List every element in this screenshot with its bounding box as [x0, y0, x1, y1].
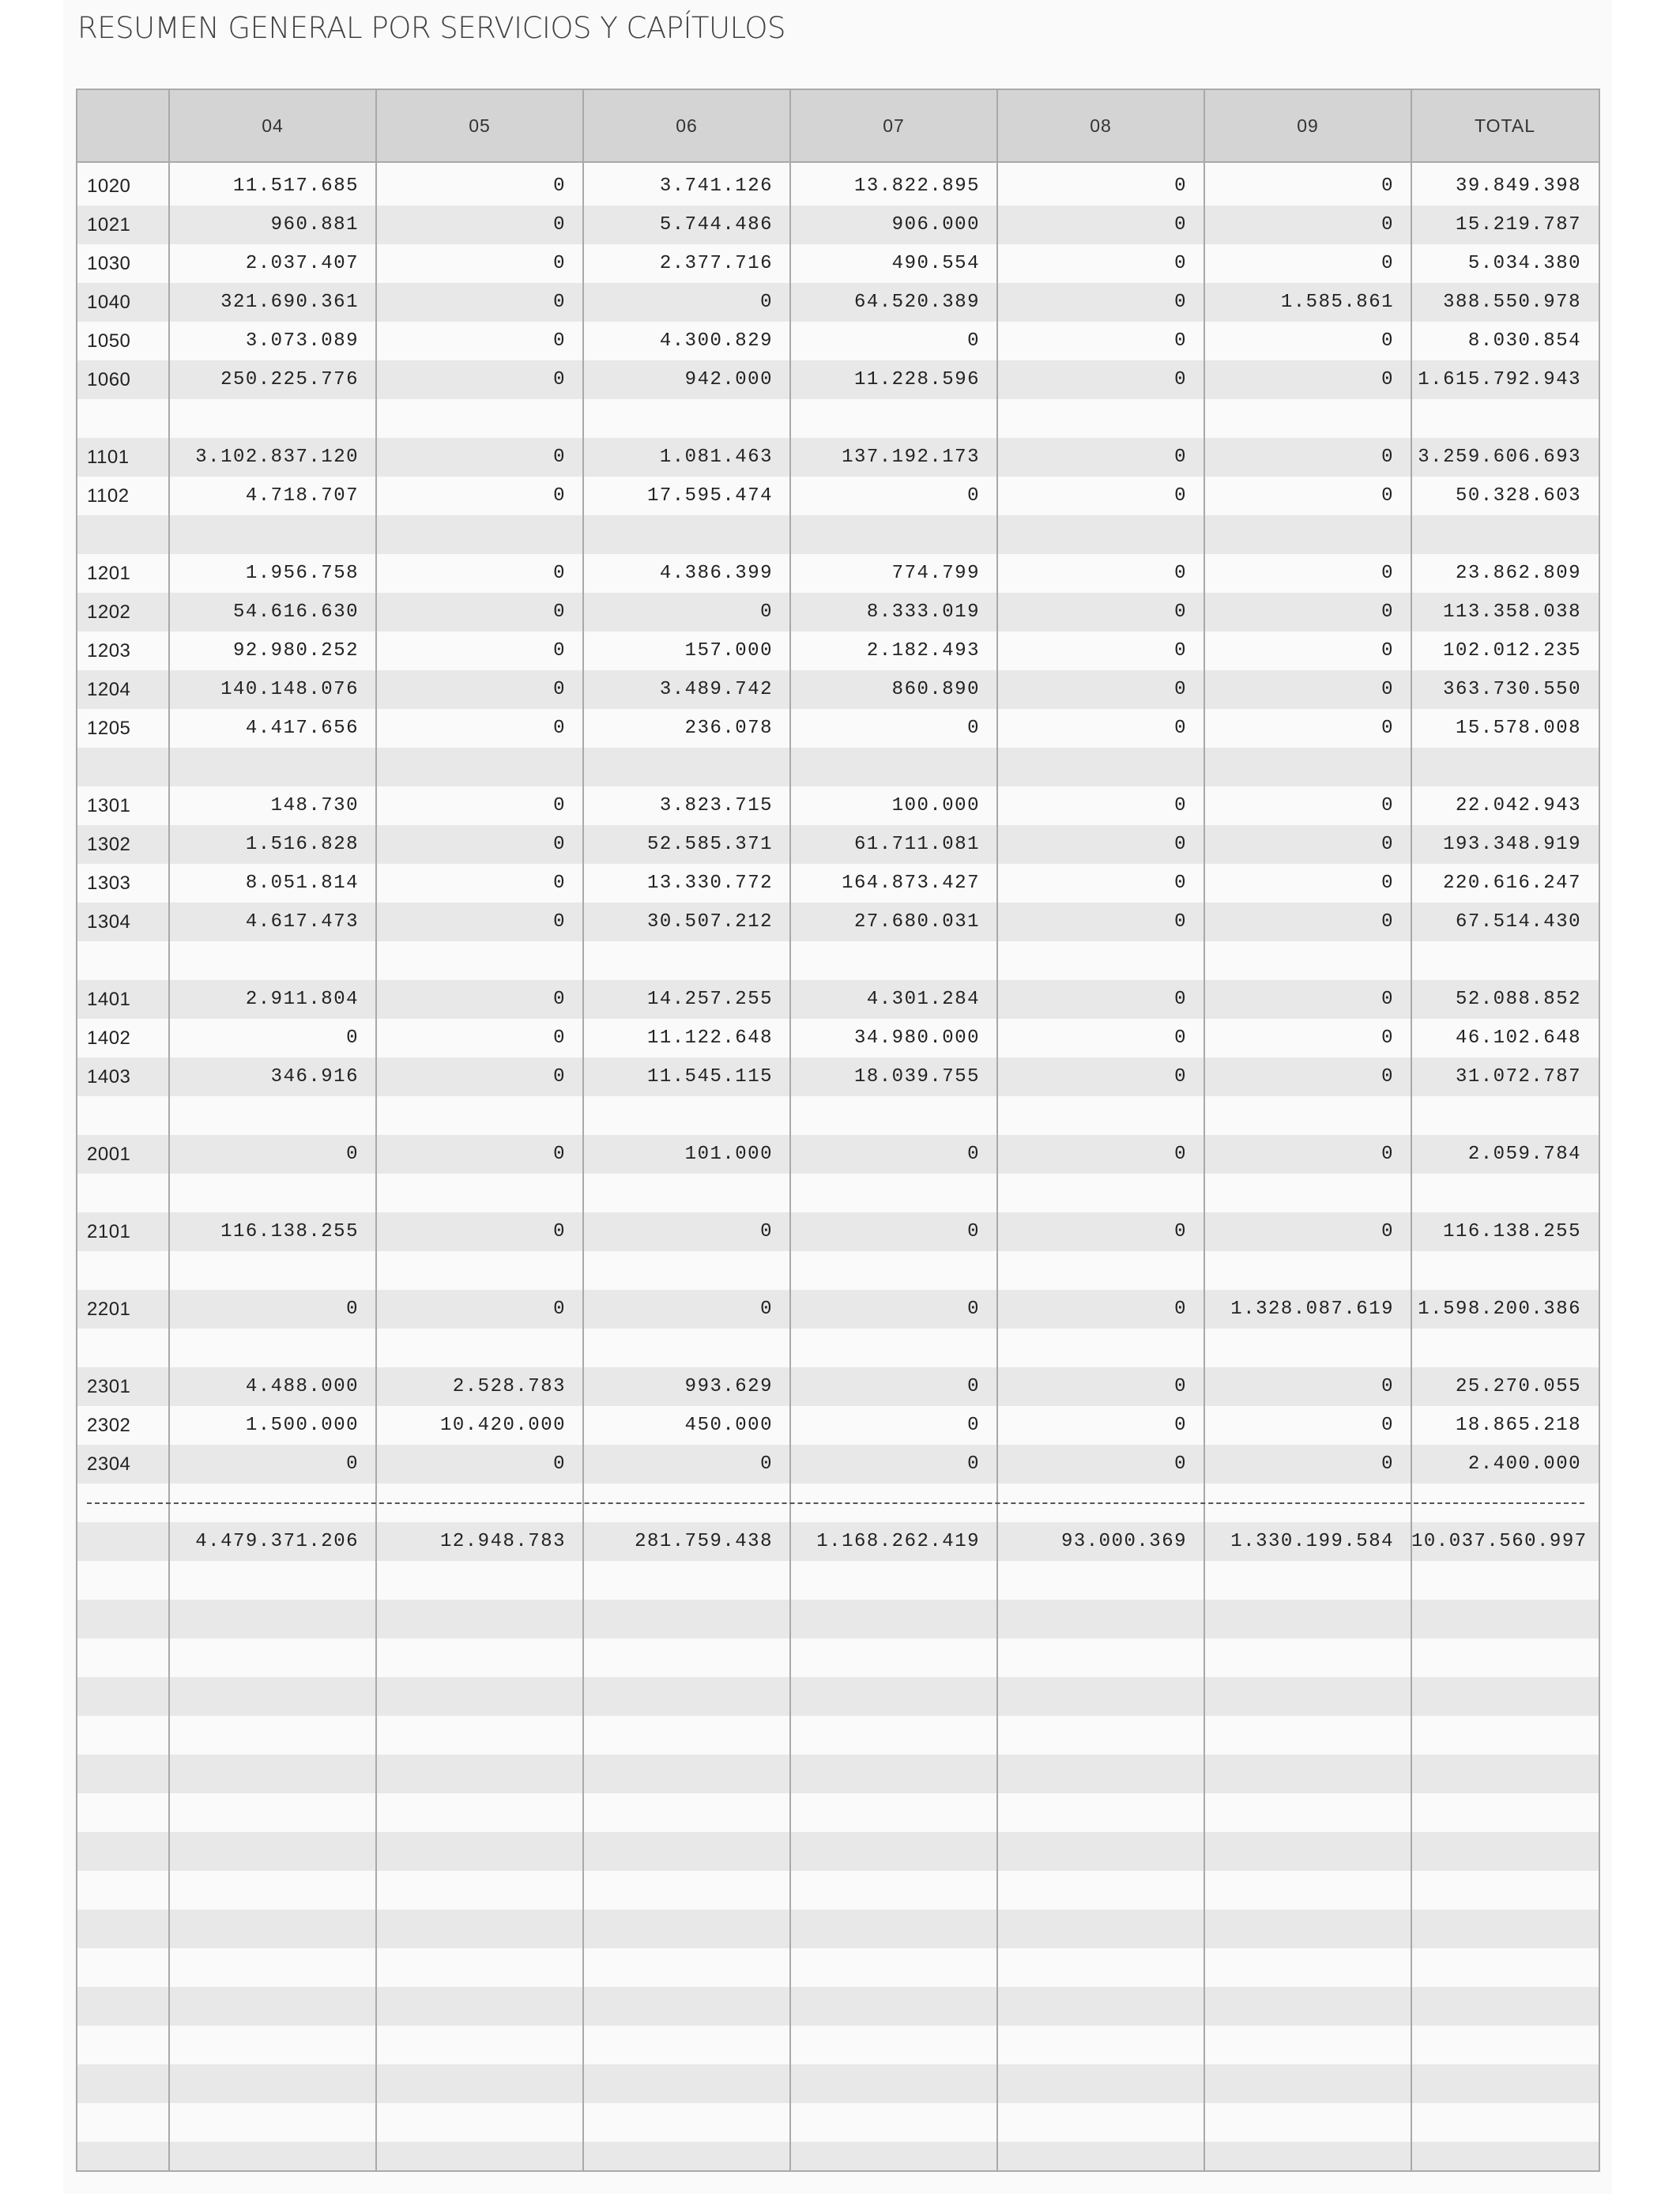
table-cell: 0: [967, 1221, 980, 1242]
table-cell: 0: [1381, 834, 1394, 855]
table-cell: 0: [1174, 601, 1187, 623]
table-cell: 0: [1381, 640, 1394, 662]
table-cell: 0: [346, 1027, 359, 1049]
column-header-07: 07: [883, 115, 905, 136]
table-cell: 0: [553, 1221, 566, 1242]
table-cell: 0: [1381, 175, 1394, 197]
table-stripe: [77, 941, 1599, 980]
table-cell: 113.358.038: [1443, 601, 1581, 623]
table-cell: 15.578.008: [1455, 718, 1581, 739]
table-cell: 0: [1381, 1221, 1394, 1242]
table-cell: 0: [553, 485, 566, 507]
table-cell: 67.514.430: [1455, 911, 1581, 933]
table-cell: 0: [967, 485, 980, 507]
table-cell: 0: [553, 1299, 566, 1320]
table-cell: 960.881: [270, 214, 359, 236]
table-cell: 0: [967, 1376, 980, 1397]
table-cell: 0: [1174, 253, 1187, 274]
table-stripe: [77, 1174, 1599, 1212]
table-cell: 0: [1381, 911, 1394, 933]
row-code: 1402: [87, 1027, 131, 1049]
table-cell: 0: [1174, 369, 1187, 390]
column-divider: [375, 90, 377, 2170]
table-cell: 52.585.371: [646, 834, 773, 855]
table-cell: 0: [553, 601, 566, 623]
summary-table: [76, 89, 1600, 2172]
table-cell: 0: [1174, 485, 1187, 507]
table-cell: 942.000: [684, 369, 773, 390]
table-cell: 11.545.115: [646, 1066, 773, 1088]
table-stripe: [77, 2026, 1599, 2064]
column-header-code: [77, 90, 169, 161]
table-cell: 0: [760, 601, 773, 623]
table-cell: 100.000: [891, 795, 980, 816]
table-cell: 0: [1381, 989, 1394, 1010]
table-cell: 11.228.596: [853, 369, 980, 390]
table-cell: 39.849.398: [1455, 175, 1581, 197]
table-cell: 30.507.212: [646, 911, 773, 933]
table-cell: 4.417.656: [245, 718, 359, 739]
table-stripe: [77, 2103, 1599, 2142]
table-stripe: [77, 1755, 1599, 1793]
table-cell: 0: [1174, 330, 1187, 352]
table-cell: 0: [1381, 1066, 1394, 1088]
table-cell: 1.956.758: [245, 563, 359, 584]
table-cell: 0: [1381, 795, 1394, 816]
table-cell: 0: [1174, 175, 1187, 197]
table-cell: 157.000: [684, 640, 773, 662]
table-cell: 5.034.380: [1467, 253, 1581, 274]
row-code: 1203: [87, 640, 131, 662]
table-cell: 13.330.772: [646, 873, 773, 894]
row-code: 1403: [87, 1066, 131, 1088]
row-code: 1050: [87, 330, 131, 352]
table-stripe: [77, 1561, 1599, 1600]
column-divider: [168, 90, 170, 2170]
table-cell: 0: [1381, 1376, 1394, 1397]
table-cell: 0: [553, 214, 566, 236]
table-stripe: [77, 1832, 1599, 1871]
table-cell: 993.629: [684, 1376, 773, 1397]
table-cell: 220.616.247: [1443, 873, 1581, 894]
table-cell: 0: [1174, 214, 1187, 236]
row-code: 1302: [87, 834, 131, 855]
table-cell: 1.330.199.584: [1230, 1531, 1394, 1552]
table-cell: 1.081.463: [659, 447, 773, 468]
table-cell: 4.386.399: [659, 563, 773, 584]
table-cell: 0: [1381, 1453, 1394, 1475]
table-stripe: [77, 1909, 1599, 1948]
table-cell: 0: [1174, 1415, 1187, 1436]
table-cell: 93.000.369: [1060, 1531, 1187, 1552]
table-cell: 4.479.371.206: [195, 1531, 359, 1552]
table-cell: 0: [553, 253, 566, 274]
table-cell: 0: [1381, 679, 1394, 700]
table-cell: 4.617.473: [245, 911, 359, 933]
table-cell: 0: [553, 563, 566, 584]
table-cell: 2.377.716: [659, 253, 773, 274]
page-title: RESUMEN GENERAL POR SERVICIOS Y CAPÍTULOS: [77, 11, 786, 45]
table-cell: 1.585.861: [1280, 292, 1394, 313]
table-cell: 0: [1174, 795, 1187, 816]
table-cell: 4.300.829: [659, 330, 773, 352]
table-cell: 54.616.630: [232, 601, 359, 623]
table-cell: 10.037.560.997: [1411, 1531, 1588, 1552]
table-cell: 0: [553, 911, 566, 933]
table-cell: 2.037.407: [245, 253, 359, 274]
row-code: 1060: [87, 369, 131, 390]
table-cell: 0: [553, 795, 566, 816]
column-divider: [996, 90, 998, 2170]
table-cell: 321.690.361: [220, 292, 359, 313]
table-cell: 1.615.792.943: [1418, 369, 1581, 390]
row-code: 1401: [87, 989, 131, 1010]
table-cell: 0: [1381, 1027, 1394, 1049]
table-cell: 0: [553, 369, 566, 390]
table-cell: 0: [967, 330, 980, 352]
table-cell: 250.225.776: [220, 369, 359, 390]
table-cell: 116.138.255: [220, 1221, 359, 1242]
table-cell: 0: [346, 1144, 359, 1165]
table-cell: 388.550.978: [1443, 292, 1581, 313]
table-cell: 0: [967, 1299, 980, 1320]
table-stripe: [77, 1716, 1599, 1755]
table-cell: 0: [553, 834, 566, 855]
table-cell: 0: [346, 1453, 359, 1475]
table-cell: 140.148.076: [220, 679, 359, 700]
table-cell: 0: [1174, 911, 1187, 933]
table-cell: 137.192.173: [842, 447, 980, 468]
table-cell: 0: [1174, 1299, 1187, 1320]
table-cell: 0: [1174, 679, 1187, 700]
table-cell: 0: [553, 1144, 566, 1165]
table-cell: 17.595.474: [646, 485, 773, 507]
table-cell: 1.516.828: [245, 834, 359, 855]
table-cell: 64.520.389: [853, 292, 980, 313]
row-code: 2001: [87, 1144, 131, 1165]
table-stripe: [77, 1948, 1599, 1987]
table-cell: 8.030.854: [1467, 330, 1581, 352]
row-code: 1021: [87, 214, 131, 236]
total-separator-line: [87, 1502, 1584, 1504]
table-cell: 14.257.255: [646, 989, 773, 1010]
table-cell: 2.528.783: [452, 1376, 566, 1397]
column-divider: [582, 90, 584, 2170]
table-cell: 11.517.685: [232, 175, 359, 197]
table-cell: 31.072.787: [1455, 1066, 1581, 1088]
table-cell: 0: [760, 1299, 773, 1320]
table-cell: 2.182.493: [866, 640, 980, 662]
table-cell: 0: [1174, 1453, 1187, 1475]
table-cell: 18.039.755: [853, 1066, 980, 1088]
table-cell: 25.270.055: [1455, 1376, 1581, 1397]
table-cell: 346.916: [270, 1066, 359, 1088]
table-cell: 0: [1174, 873, 1187, 894]
row-code: 1202: [87, 601, 131, 623]
table-stripe: [77, 399, 1599, 438]
table-cell: 27.680.031: [853, 911, 980, 933]
table-cell: 0: [1174, 1376, 1187, 1397]
row-code: 2101: [87, 1221, 131, 1242]
table-cell: 0: [553, 679, 566, 700]
table-cell: 0: [1174, 1144, 1187, 1165]
table-cell: 281.759.438: [635, 1531, 773, 1552]
table-cell: 0: [553, 1027, 566, 1049]
table-cell: 102.012.235: [1443, 640, 1581, 662]
table-cell: 3.102.837.120: [195, 447, 359, 468]
table-cell: 0: [1381, 563, 1394, 584]
column-header-09: 09: [1297, 115, 1319, 136]
table-stripe: [77, 2142, 1599, 2172]
table-cell: 0: [1174, 718, 1187, 739]
table-stripe: [77, 515, 1599, 554]
table-cell: 0: [1381, 718, 1394, 739]
table-cell: 0: [553, 175, 566, 197]
row-code: 1030: [87, 253, 131, 274]
table-cell: 23.862.809: [1455, 563, 1581, 584]
table-cell: 0: [967, 1453, 980, 1475]
table-stripe: [77, 1793, 1599, 1832]
table-cell: 0: [1174, 563, 1187, 584]
table-cell: 0: [1381, 873, 1394, 894]
column-divider: [1411, 90, 1412, 2170]
table-cell: 4.488.000: [245, 1376, 359, 1397]
table-cell: 0: [1381, 369, 1394, 390]
column-header-04: 04: [262, 115, 284, 136]
table-cell: 0: [553, 330, 566, 352]
table-cell: 774.799: [891, 563, 980, 584]
row-code: 1201: [87, 563, 131, 584]
table-cell: 0: [1174, 989, 1187, 1010]
table-cell: 0: [967, 1415, 980, 1436]
table-cell: 1.500.000: [245, 1415, 359, 1436]
table-cell: 450.000: [684, 1415, 773, 1436]
row-code: 2301: [87, 1376, 131, 1397]
table-cell: 0: [1174, 1066, 1187, 1088]
table-cell: 906.000: [891, 214, 980, 236]
column-header-05: 05: [469, 115, 491, 136]
table-cell: 0: [1381, 1144, 1394, 1165]
table-cell: 10.420.000: [439, 1415, 566, 1436]
table-cell: 2.911.804: [245, 989, 359, 1010]
column-divider: [1203, 90, 1205, 2170]
table-cell: 0: [1381, 330, 1394, 352]
table-cell: 0: [760, 292, 773, 313]
table-stripe: [77, 1251, 1599, 1290]
table-cell: 61.711.081: [853, 834, 980, 855]
table-cell: 0: [553, 1453, 566, 1475]
table-cell: 52.088.852: [1455, 989, 1581, 1010]
table-cell: 22.042.943: [1455, 795, 1581, 816]
table-cell: 11.122.648: [646, 1027, 773, 1049]
table-cell: 148.730: [270, 795, 359, 816]
table-cell: 0: [1174, 1027, 1187, 1049]
row-code: 2304: [87, 1453, 131, 1475]
column-header-08: 08: [1090, 115, 1112, 136]
table-cell: 0: [553, 1066, 566, 1088]
column-divider: [789, 90, 791, 2170]
table-cell: 193.348.919: [1443, 834, 1581, 855]
table-cell: 116.138.255: [1443, 1221, 1581, 1242]
table-cell: 164.873.427: [842, 873, 980, 894]
table-cell: 2.059.784: [1467, 1144, 1581, 1165]
table-cell: 0: [760, 1221, 773, 1242]
table-cell: 0: [967, 1144, 980, 1165]
table-cell: 92.980.252: [232, 640, 359, 662]
table-cell: 46.102.648: [1455, 1027, 1581, 1049]
row-code: 2201: [87, 1299, 131, 1320]
table-cell: 0: [1174, 834, 1187, 855]
table-cell: 4.718.707: [245, 485, 359, 507]
table-cell: 101.000: [684, 1144, 773, 1165]
table-cell: 0: [553, 718, 566, 739]
table-stripe: [77, 1677, 1599, 1716]
table-cell: 0: [553, 447, 566, 468]
table-cell: 50.328.603: [1455, 485, 1581, 507]
table-cell: 0: [1174, 640, 1187, 662]
table-cell: 0: [1381, 214, 1394, 236]
table-cell: 0: [553, 292, 566, 313]
table-stripe: [77, 1987, 1599, 2026]
table-cell: 0: [1381, 253, 1394, 274]
table-cell: 1.328.087.619: [1230, 1299, 1394, 1320]
table-stripe: [77, 1600, 1599, 1638]
row-code: 1040: [87, 292, 131, 313]
table-cell: 1.598.200.386: [1418, 1299, 1581, 1320]
table-cell: 0: [553, 640, 566, 662]
table-stripe: [77, 1329, 1599, 1367]
row-code: 1205: [87, 718, 131, 739]
row-code: 1101: [87, 447, 130, 468]
table-cell: 0: [1381, 485, 1394, 507]
table-cell: 18.865.218: [1455, 1415, 1581, 1436]
table-cell: 0: [1174, 1221, 1187, 1242]
table-cell: 0: [1381, 601, 1394, 623]
table-header-row: [77, 90, 1599, 163]
table-cell: 0: [1174, 447, 1187, 468]
table-cell: 0: [1381, 1415, 1394, 1436]
table-cell: 490.554: [891, 253, 980, 274]
table-cell: 15.219.787: [1455, 214, 1581, 236]
row-code: 1304: [87, 911, 131, 933]
table-cell: 363.730.550: [1443, 679, 1581, 700]
table-cell: 236.078: [684, 718, 773, 739]
table-cell: 3.823.715: [659, 795, 773, 816]
table-cell: 0: [346, 1299, 359, 1320]
table-stripe: [77, 1096, 1599, 1135]
table-cell: 0: [553, 873, 566, 894]
column-header-total: TOTAL: [1475, 115, 1535, 136]
table-cell: 3.073.089: [245, 330, 359, 352]
table-cell: 13.822.895: [853, 175, 980, 197]
table-cell: 0: [1381, 447, 1394, 468]
table-stripe: [77, 1638, 1599, 1677]
table-cell: 3.741.126: [659, 175, 773, 197]
table-cell: 2.400.000: [1467, 1453, 1581, 1475]
table-cell: 5.744.486: [659, 214, 773, 236]
column-header-06: 06: [676, 115, 698, 136]
row-code: 1204: [87, 679, 131, 700]
table-cell: 0: [1174, 292, 1187, 313]
table-cell: 1.168.262.419: [816, 1531, 980, 1552]
table-stripe: [77, 2064, 1599, 2103]
table-cell: 0: [553, 989, 566, 1010]
table-cell: 0: [760, 1453, 773, 1475]
table-cell: 4.301.284: [866, 989, 980, 1010]
row-code: 1301: [87, 795, 131, 816]
table-stripe: [77, 748, 1599, 786]
row-code: 1102: [87, 485, 130, 507]
table-cell: 860.890: [891, 679, 980, 700]
table-cell: 3.489.742: [659, 679, 773, 700]
table-cell: 8.333.019: [866, 601, 980, 623]
table-cell: 34.980.000: [853, 1027, 980, 1049]
table-cell: 3.259.606.693: [1418, 447, 1581, 468]
table-cell: 8.051.814: [245, 873, 359, 894]
table-cell: 12.948.783: [439, 1531, 566, 1552]
row-code: 2302: [87, 1415, 131, 1436]
row-code: 1020: [87, 175, 131, 197]
table-stripe: [77, 1871, 1599, 1909]
table-cell: 0: [967, 718, 980, 739]
row-code: 1303: [87, 873, 131, 894]
